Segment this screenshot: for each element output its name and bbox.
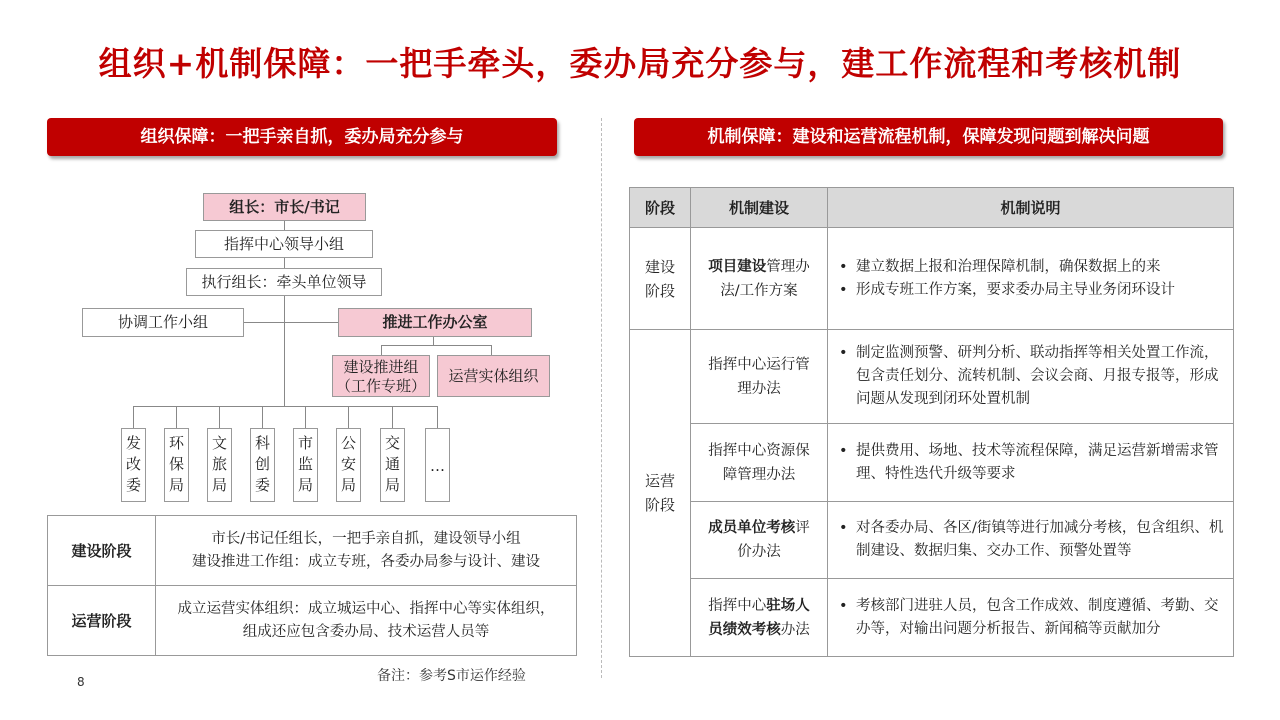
bureau-char: 创 — [254, 455, 270, 473]
description-item: • 建立数据上报和治理保障机制，确保数据上的来 — [839, 256, 1226, 279]
description-item: • 制定监测预警、研判分析、联动指挥等相关处置工作流，包含责任划分、流转机制、会议会商、月报专报等，形成问题从发现到闭环处置机制 — [839, 342, 1226, 411]
stage-desc-line: 建设推进工作组：成立专班，各委办局参与设计、建设 — [192, 553, 540, 570]
org-banner: 组织保障：一把手亲自抓，委办局充分参与 — [47, 118, 557, 156]
bureau-char: 科 — [254, 434, 270, 452]
table-row — [630, 228, 1234, 330]
stage-text: 运营 — [644, 472, 675, 490]
description-item: • 对各委办局、各区/街镇等进行加减分考核，包含组织、机制建设、数据归集、交办工作、预警处置等 — [839, 517, 1226, 563]
bureau-char: 公 — [340, 434, 356, 452]
description-cell — [828, 579, 1234, 657]
table-row — [630, 579, 1234, 657]
promo-office-box: 推进工作办公室 — [338, 308, 532, 337]
mechanism-bold: 员绩效考核 — [708, 621, 781, 638]
mechanism-bold: 项目建设 — [708, 258, 767, 275]
table-row — [630, 424, 1234, 502]
bureau-char: 局 — [384, 476, 400, 494]
stage-cell: 建设阶段 — [48, 516, 156, 586]
bureau-drop-1 — [133, 406, 134, 428]
bureau-char: 局 — [211, 476, 227, 494]
bureau-box-more: … — [425, 428, 450, 502]
footnote: 备注：参考S市运作经验 — [377, 668, 526, 684]
bureau-box — [121, 428, 146, 502]
mechanism-banner: 机制保障：建设和运营流程机制，保障发现问题到解决问题 — [634, 118, 1223, 156]
bureau-box — [293, 428, 318, 502]
bureau-char: 局 — [297, 476, 313, 494]
bureau-char: 市 — [297, 434, 313, 452]
mechanism-cell — [691, 579, 828, 657]
bureau-char: 文 — [211, 434, 227, 452]
stage-text: 阶段 — [644, 496, 675, 514]
build-group-line-1: 建设推进组 — [343, 358, 419, 376]
ops-entity-box: 运营实体组织 — [437, 355, 550, 397]
stage-text: 阶段 — [644, 281, 675, 300]
stage-table — [47, 515, 577, 656]
bureau-drop-6 — [348, 406, 349, 428]
org-office-left-drop — [381, 345, 382, 355]
bureau-box — [336, 428, 361, 502]
bureau-box — [207, 428, 232, 502]
bureau-char: 安 — [340, 455, 356, 473]
bureau-box — [380, 428, 405, 502]
mechanism-bold: 驻场人 — [766, 597, 810, 614]
bureau-char: 委 — [254, 476, 270, 494]
org-office-line — [433, 337, 434, 345]
mechanism-text: 指挥中心运行管 — [708, 356, 810, 373]
mechanism-table — [629, 187, 1234, 657]
bureau-drop-5 — [305, 406, 306, 428]
command-group-box: 指挥中心领导小组 — [195, 230, 373, 258]
mechanism-text: 价办法 — [737, 544, 781, 560]
stage-build-cell — [630, 228, 691, 330]
stage-desc-line: 成立运营实体组织：成立城运中心、指挥中心等实体组织， — [177, 600, 555, 617]
bureau-drop-3 — [219, 406, 220, 428]
table-header-row — [630, 188, 1234, 228]
coord-group-box: 协调工作小组 — [82, 308, 244, 337]
mechanism-text: 指挥中心 — [708, 597, 767, 614]
description-item: • 形成专班工作方案，要求委办局主导业务闭环设计 — [839, 279, 1226, 302]
bureau-char: 旅 — [211, 455, 227, 473]
mechanism-cell — [691, 330, 828, 424]
mechanism-cell — [691, 502, 828, 579]
exec-leader-box: 执行组长：牵头单位领导 — [186, 268, 382, 296]
bureau-char: 交 — [384, 434, 400, 452]
bureau-char: 保 — [168, 455, 184, 473]
stage-desc-line: 市长/书记任组长，一把手亲自抓，建设领导小组 — [211, 530, 521, 547]
bureau-char: 局 — [340, 476, 356, 494]
page-title: 组织+机制保障：一把手牵头，委办局充分参与，建工作流程和考核机制 — [98, 44, 1182, 83]
mechanism-text: 指挥中心资源保 — [708, 442, 810, 459]
table-row — [630, 330, 1234, 424]
table-row — [48, 586, 577, 656]
description-cell — [828, 502, 1234, 579]
mechanism-text: 理办法 — [737, 380, 781, 397]
bureau-drop-7 — [392, 406, 393, 428]
mechanism-text: 法/工作方案 — [720, 282, 798, 299]
bureau-char: 通 — [384, 455, 400, 473]
bureau-drop-2 — [176, 406, 177, 428]
bureau-char: 监 — [297, 455, 313, 473]
org-office-right-drop — [491, 345, 492, 355]
mechanism-text: 障管理办法 — [722, 466, 796, 483]
bureau-char: 改 — [125, 455, 141, 473]
org-office-branch — [381, 345, 491, 346]
header-mechanism: 机制建设 — [691, 188, 828, 228]
table-row — [630, 502, 1234, 579]
stage-ops-cell — [630, 330, 691, 657]
description-cell — [828, 424, 1234, 502]
description-item: • 考核部门进驻人员，包含工作成效、制度遵循、考勤、交办等，对输出问题分析报告、新闻稿等贡献加分 — [839, 595, 1226, 641]
mechanism-cell — [691, 228, 828, 330]
header-stage: 阶段 — [630, 188, 691, 228]
bureau-char: 发 — [125, 434, 141, 452]
bureau-drop-4 — [262, 406, 263, 428]
stage-desc-line: 组成还应包含委办局、技术运营人员等 — [242, 623, 490, 640]
description-item: • 提供费用、场地、技术等流程保障，满足运营新增需求管理、特性迭代升级等要求 — [839, 440, 1226, 486]
page-number: 8 — [77, 675, 85, 689]
table-row — [48, 516, 577, 586]
stage-cell: 运营阶段 — [48, 586, 156, 656]
mechanism-cell — [691, 424, 828, 502]
header-description: 机制说明 — [828, 188, 1234, 228]
mechanism-text: 管理办 — [766, 258, 810, 275]
description-cell — [828, 330, 1234, 424]
mechanism-bold: 成员单位考核 — [708, 520, 796, 536]
stage-text: 建设 — [644, 257, 675, 276]
bureau-box — [164, 428, 189, 502]
column-divider — [601, 118, 602, 678]
bureau-char: 环 — [168, 434, 184, 452]
bureau-char: 局 — [168, 476, 184, 494]
org-branch-line — [244, 322, 338, 323]
mechanism-text: 评 — [795, 520, 810, 536]
build-group-line-2: （工作专班） — [335, 377, 426, 395]
mechanism-text: 办法 — [780, 621, 810, 638]
description-cell — [828, 228, 1234, 330]
build-group-box — [332, 355, 430, 397]
bureau-drop-8 — [437, 406, 438, 428]
leader-box: 组长：市长/书记 — [203, 193, 366, 221]
stage-desc-cell — [156, 586, 577, 656]
bureau-box — [250, 428, 275, 502]
stage-desc-cell — [156, 516, 577, 586]
bureau-char: 委 — [125, 476, 141, 494]
